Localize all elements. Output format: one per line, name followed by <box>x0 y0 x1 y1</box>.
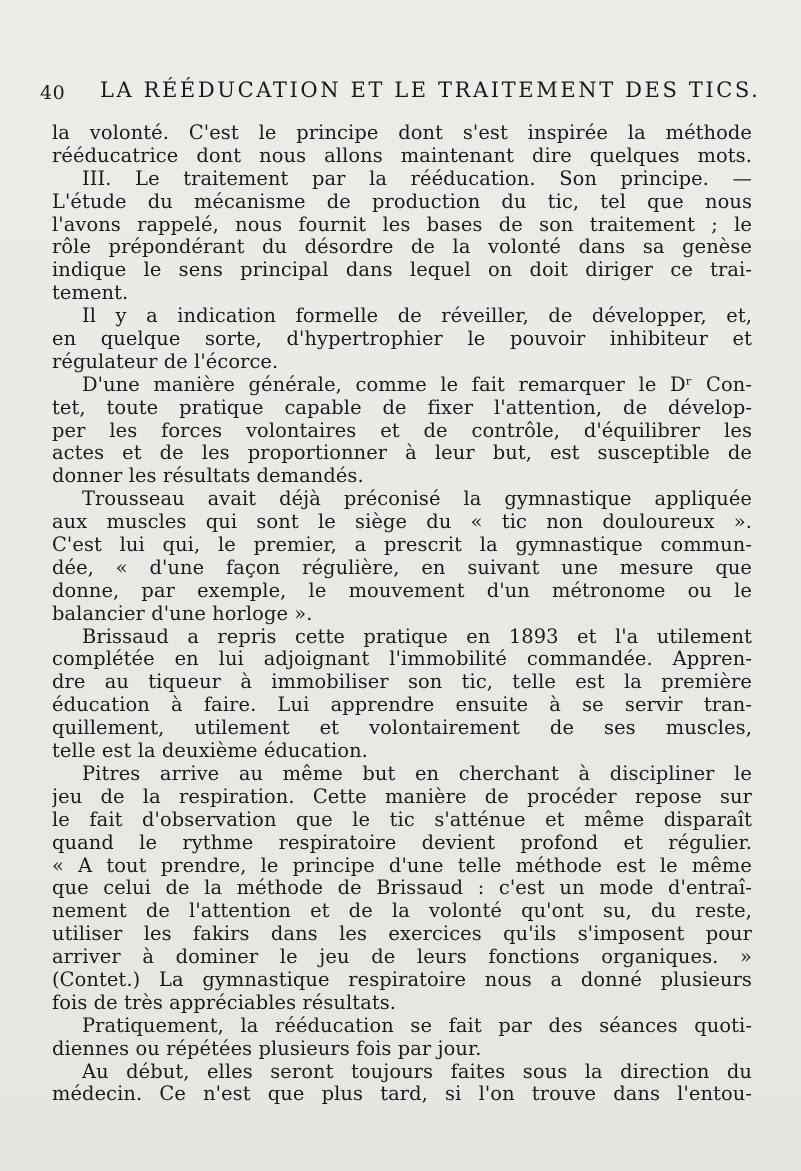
text-line: D'une manière générale, comme le fait remarquer le Dʳ Con- <box>82 373 752 396</box>
text-line: dée, « d'une façon régulière, en suivant une mesure que <box>52 556 752 579</box>
page-number: 40 <box>40 82 66 104</box>
text-line: régulateur de l'écorce. <box>52 350 279 373</box>
text-line: tement. <box>52 282 129 305</box>
text-line: l'avons rappelé, nous fournit les bases de son traitement ; le <box>52 213 752 236</box>
text-line: III. Le traitement par la rééducation. Son principe. — <box>82 167 752 190</box>
text-line: Pitres arrive au même but en cherchant à discipliner le <box>82 762 752 785</box>
text-line: jeu de la respiration. Cette manière de procéder repose sur <box>52 785 752 808</box>
text-line: telle est la deuxième éducation. <box>52 740 368 763</box>
text-line: arriver à dominer le jeu de leurs fonctions organiques. » <box>52 946 752 969</box>
text-line: indique le sens principal dans lequel on doit diriger ce trai- <box>52 259 752 282</box>
text-line: nement de l'attention et de la volonté qu'ont su, du reste, <box>52 900 752 923</box>
text-line: Il y a indication formelle de réveiller, de développer, et, <box>82 305 752 328</box>
text-line: balancier d'une horloge ». <box>52 602 313 625</box>
text-line: fois de très appréciables résultats. <box>52 991 397 1014</box>
text-line: per les forces volontaires et de contrôle, d'équilibrer les <box>52 419 752 442</box>
body-text <box>52 122 752 1106</box>
text-line: rôle prépondérant du désordre de la volonté dans sa genèse <box>52 236 752 259</box>
running-title: LA RÉÉDUCATION ET LE TRAITEMENT DES TICS. <box>100 78 761 102</box>
text-line: diennes ou répétées plusieurs fois par jour. <box>52 1037 482 1060</box>
text-line: (Contet.) La gymnastique respiratoire nous a donné plusieurs <box>52 968 752 991</box>
text-line: « A tout prendre, le principe d'une telle méthode est le même <box>52 854 752 877</box>
text-line: tet, toute pratique capable de fixer l'attention, de dévelop- <box>52 396 752 419</box>
text-line: donne, par exemple, le mouvement d'un métronome ou le <box>52 579 752 602</box>
text-line: aux muscles qui sont le siège du « tic non douloureux ». <box>52 511 752 534</box>
text-line: quand le rythme respiratoire devient profond et régulier. <box>52 831 752 854</box>
text-line: Trousseau avait déjà préconisé la gymnastique appliquée <box>82 488 752 511</box>
text-line: Pratiquement, la rééducation se fait par des séances quoti- <box>82 1014 752 1037</box>
text-line: dre au tiqueur à immobiliser son tic, telle est la première <box>52 671 752 694</box>
text-line: Brissaud a repris cette pratique en 1893 et l'a utilement <box>82 625 752 648</box>
text-line: L'étude du mécanisme de production du tic, tel que nous <box>52 190 752 213</box>
text-line: C'est lui qui, le premier, a prescrit la gymnastique commun- <box>52 534 752 557</box>
text-line: quillement, utilement et volontairement de ses muscles, <box>52 717 752 740</box>
page-header <box>40 72 761 112</box>
text-line: médecin. Ce n'est que plus tard, si l'on trouve dans l'entou- <box>52 1083 752 1106</box>
text-line: le fait d'observation que le tic s'atténue et même disparaît <box>52 808 752 831</box>
text-line: en quelque sorte, d'hypertrophier le pouvoir inhibiteur et <box>52 328 752 351</box>
text-line: donner les résultats demandés. <box>52 465 364 488</box>
text-line: rééducatrice dont nous allons maintenant dire quelques mots. <box>52 144 752 167</box>
text-line: Au début, elles seront toujours faites sous la direction du <box>82 1060 752 1083</box>
text-line: actes et de les proportionner à leur but, est susceptible de <box>52 442 752 465</box>
text-line: éducation à faire. Lui apprendre ensuite à se servir tran- <box>52 694 752 717</box>
text-line: complétée en lui adjoignant l'immobilité commandée. Appren- <box>52 648 752 671</box>
text-line: utiliser les fakirs dans les exercices qu'ils s'imposent pour <box>52 923 752 946</box>
text-line: que celui de la méthode de Brissaud : c'est un mode d'entraî- <box>52 877 752 900</box>
text-line: la volonté. C'est le principe dont s'est inspirée la méthode <box>52 122 752 144</box>
